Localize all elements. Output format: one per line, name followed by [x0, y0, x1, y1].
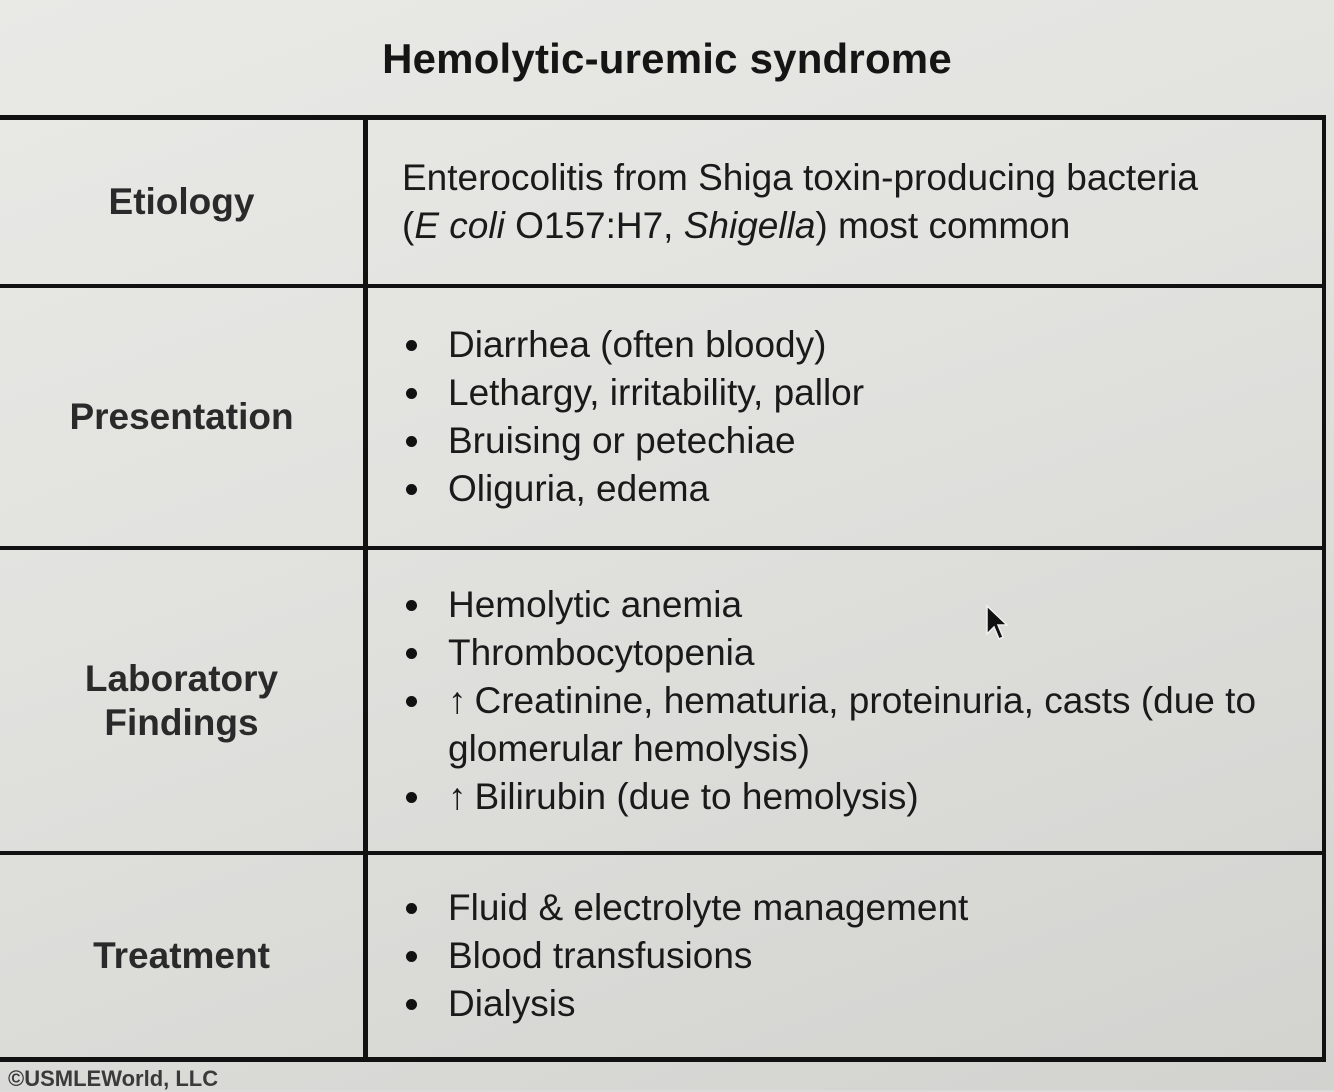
etiology-line-2: [402, 202, 1302, 250]
list-item: Bruising or petechiae: [402, 417, 1302, 465]
bullet-dot-icon: [406, 792, 417, 803]
presentation-list: [402, 321, 1302, 513]
row-label-treatment: Treatment: [0, 855, 368, 1057]
table-row-etiology: [0, 120, 1322, 288]
strain-text: O157:H7,: [504, 205, 684, 246]
laboratory-findings-content: [368, 550, 1322, 851]
labs-list: [402, 581, 1302, 821]
presentation-content: [368, 288, 1322, 546]
list-item: Hemolytic anemia: [402, 581, 1302, 629]
row-label-laboratory-findings: [0, 550, 368, 851]
bullet-dot-icon: [406, 951, 417, 962]
bullet-dot-icon: [406, 648, 417, 659]
copyright-footer: ©USMLEWorld, LLC: [8, 1066, 219, 1091]
shigella-text: Shigella: [683, 205, 816, 246]
mouse-pointer-icon: [985, 604, 1011, 642]
bullet-dot-icon: [406, 388, 417, 399]
treatment-list: [402, 884, 1302, 1028]
list-item: ↑ Bilirubin (due to hemolysis): [402, 773, 1302, 821]
ecoli-text: E coli: [414, 205, 505, 246]
list-item: Lethargy, irritability, pallor: [402, 369, 1302, 417]
bullet-dot-icon: [406, 436, 417, 447]
bullet-dot-icon: [406, 903, 417, 914]
list-item: Dialysis: [402, 980, 1302, 1028]
title-bar: [0, 0, 1334, 115]
page-title: Hemolytic-uremic syndrome: [382, 34, 952, 82]
list-item: Diarrhea (often bloody): [402, 321, 1302, 369]
paren-open: (: [402, 205, 415, 246]
list-item: ↑ Creatinine, hematuria, proteinuria, casts (due to glomerular hemolysis): [402, 677, 1302, 773]
list-item: Blood transfusions: [402, 932, 1302, 980]
up-arrow-icon: ↑: [448, 679, 467, 721]
etiology-rest: ) most common: [815, 205, 1071, 246]
treatment-content: [368, 855, 1322, 1057]
etiology-content: [368, 120, 1322, 284]
list-item: Oliguria, edema: [402, 465, 1302, 513]
bullet-dot-icon: [406, 484, 417, 495]
bullet-dot-icon: [406, 696, 417, 707]
table-row-presentation: [0, 288, 1322, 550]
bullet-dot-icon: [406, 340, 417, 351]
table-row-laboratory-findings: [0, 550, 1322, 855]
etiology-line-1: Enterocolitis from Shiga toxin-producing bacteria: [402, 157, 1198, 198]
list-item: Thrombocytopenia: [402, 629, 1302, 677]
list-item: Fluid & electrolyte management: [402, 884, 1302, 932]
table-row-treatment: [0, 855, 1322, 1057]
bullet-dot-icon: [406, 600, 417, 611]
bullet-dot-icon: [406, 999, 417, 1010]
row-label-etiology: Etiology: [0, 120, 368, 284]
label-line-1: Laboratory: [84, 657, 279, 699]
label-line-2: Findings: [104, 701, 259, 743]
row-label-presentation: Presentation: [0, 288, 368, 546]
summary-table: [0, 115, 1326, 1062]
up-arrow-icon: ↑: [448, 775, 467, 817]
